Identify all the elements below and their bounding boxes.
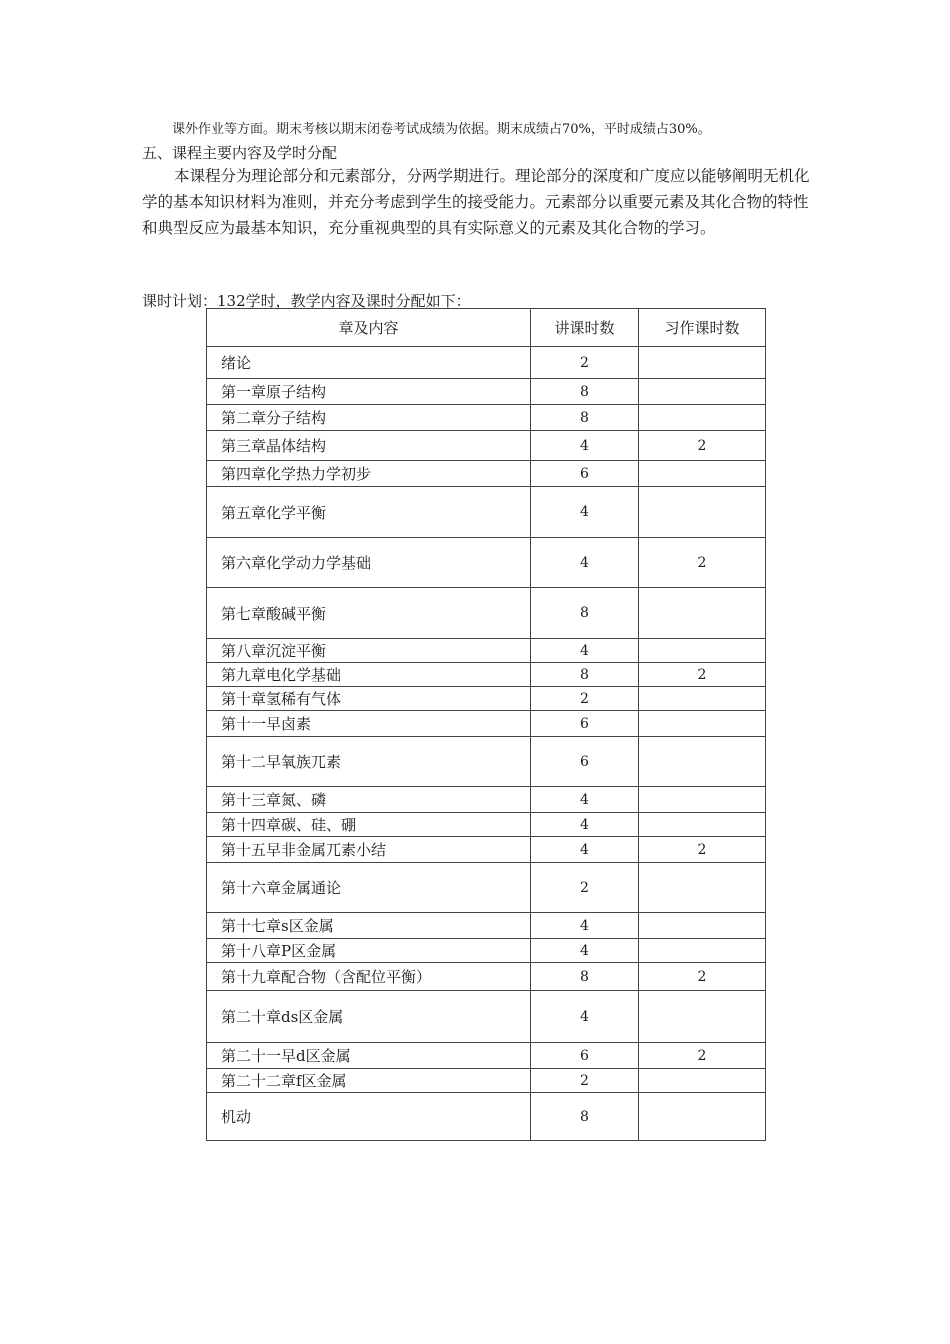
exercise-hours-cell: 2 xyxy=(639,538,766,588)
chapter-cell: 第三章晶体结构 xyxy=(207,431,531,461)
section-heading: 五、课程主要内容及学时分配 xyxy=(142,144,338,162)
table-row xyxy=(207,963,766,991)
exercise-hours-cell xyxy=(639,405,766,431)
chapter-cell: 第十八章P区金属 xyxy=(207,939,531,963)
table-row xyxy=(207,347,766,379)
table-row xyxy=(207,939,766,963)
lecture-hours-cell: 4 xyxy=(531,813,639,837)
lecture-hours-cell: 4 xyxy=(531,431,639,461)
exercise-hours-cell: 2 xyxy=(639,1043,766,1069)
table-row xyxy=(207,588,766,639)
lecture-hours-cell: 8 xyxy=(531,663,639,687)
chapter-cell: 第十二早氧族兀素 xyxy=(207,737,531,787)
lecture-hours-cell: 2 xyxy=(531,347,639,379)
table-row xyxy=(207,711,766,737)
chapter-cell: 第十九章配合物（含配位平衡） xyxy=(207,963,531,991)
table-row xyxy=(207,639,766,663)
table-row xyxy=(207,379,766,405)
lecture-hours-cell: 4 xyxy=(531,487,639,538)
lecture-hours-cell: 8 xyxy=(531,379,639,405)
chapter-cell: 第十三章氮、磷 xyxy=(207,787,531,813)
chapter-cell: 第七章酸碱平衡 xyxy=(207,588,531,639)
table-row xyxy=(207,1043,766,1069)
chapter-cell: 第一章原子结构 xyxy=(207,379,531,405)
lecture-hours-cell: 4 xyxy=(531,991,639,1043)
table-row xyxy=(207,663,766,687)
exercise-hours-cell xyxy=(639,913,766,939)
lecture-hours-cell: 2 xyxy=(531,863,639,913)
intro-paragraph xyxy=(142,163,812,241)
chapter-cell: 第十四章碳、硅、硼 xyxy=(207,813,531,837)
chapter-cell: 第四章化学热力学初步 xyxy=(207,461,531,487)
table-row xyxy=(207,1093,766,1141)
exercise-hours-cell xyxy=(639,711,766,737)
chapter-cell: 绪论 xyxy=(207,347,531,379)
schedule-table xyxy=(206,308,766,1141)
exercise-hours-cell xyxy=(639,487,766,538)
exercise-hours-cell xyxy=(639,347,766,379)
header-chapter: 章及内容 xyxy=(207,309,531,347)
lecture-hours-cell: 6 xyxy=(531,711,639,737)
chapter-cell: 第十六章金属通论 xyxy=(207,863,531,913)
chapter-cell: 第九章电化学基础 xyxy=(207,663,531,687)
header-exercise-hours: 习作课时数 xyxy=(639,309,766,347)
schedule-intro-line: 课时计划：132学时，教学内容及课时分配如下： xyxy=(142,292,471,310)
exercise-hours-cell xyxy=(639,813,766,837)
table-row xyxy=(207,538,766,588)
lecture-hours-cell: 4 xyxy=(531,913,639,939)
chapter-cell: 第二十二章f区金属 xyxy=(207,1069,531,1093)
chapter-cell: 第五章化学平衡 xyxy=(207,487,531,538)
lecture-hours-cell: 2 xyxy=(531,1069,639,1093)
lecture-hours-cell: 6 xyxy=(531,461,639,487)
lecture-hours-cell: 6 xyxy=(531,737,639,787)
exercise-hours-cell: 2 xyxy=(639,837,766,863)
table-row xyxy=(207,487,766,538)
table-row xyxy=(207,913,766,939)
table-body xyxy=(207,347,766,1141)
chapter-cell: 第十章氢稀有气体 xyxy=(207,687,531,711)
lecture-hours-cell: 8 xyxy=(531,963,639,991)
table-row xyxy=(207,863,766,913)
table-row xyxy=(207,687,766,711)
table-row xyxy=(207,837,766,863)
exercise-hours-cell xyxy=(639,939,766,963)
chapter-cell: 第十五早非金属兀素小结 xyxy=(207,837,531,863)
chapter-cell: 第二章分子结构 xyxy=(207,405,531,431)
exercise-hours-cell xyxy=(639,461,766,487)
intro-paragraph-text: 本课程分为理论部分和元素部分，分两学期进行。理论部分的深度和广度应以能够阐明无机化学的基本知识材料为准则，并充分考虑到学生的接受能力。元素部分以重要元素及其化合物的特性和典型反应为最基本知识，充分重视典型的具有实际意义的元素及其化合物的学习。 xyxy=(142,167,810,237)
exercise-hours-cell xyxy=(639,588,766,639)
exercise-hours-cell xyxy=(639,1093,766,1141)
table-row xyxy=(207,737,766,787)
exercise-hours-cell xyxy=(639,1069,766,1093)
table-row xyxy=(207,787,766,813)
lecture-hours-cell: 4 xyxy=(531,939,639,963)
lecture-hours-cell: 4 xyxy=(531,787,639,813)
exercise-hours-cell: 2 xyxy=(639,963,766,991)
chapter-cell: 第十一早卤素 xyxy=(207,711,531,737)
lecture-hours-cell: 6 xyxy=(531,1043,639,1069)
chapter-cell: 第十七章s区金属 xyxy=(207,913,531,939)
chapter-cell: 第八章沉淀平衡 xyxy=(207,639,531,663)
table-row xyxy=(207,405,766,431)
lecture-hours-cell: 8 xyxy=(531,1093,639,1141)
chapter-cell: 机动 xyxy=(207,1093,531,1141)
table-row xyxy=(207,461,766,487)
exercise-hours-cell xyxy=(639,639,766,663)
table-row xyxy=(207,431,766,461)
table-header-row xyxy=(207,309,766,347)
exercise-hours-cell xyxy=(639,863,766,913)
exercise-hours-cell xyxy=(639,991,766,1043)
lecture-hours-cell: 4 xyxy=(531,538,639,588)
exercise-hours-cell xyxy=(639,379,766,405)
table-row xyxy=(207,991,766,1043)
chapter-cell: 第六章化学动力学基础 xyxy=(207,538,531,588)
exercise-hours-cell: 2 xyxy=(639,431,766,461)
lecture-hours-cell: 4 xyxy=(531,639,639,663)
table-row xyxy=(207,813,766,837)
lecture-hours-cell: 2 xyxy=(531,687,639,711)
header-lecture-hours: 讲课时数 xyxy=(531,309,639,347)
assessment-line: 课外作业等方面。期末考核以期末闭卷考试成绩为依据。期末成绩占70%，平时成绩占30%。 xyxy=(172,122,711,137)
lecture-hours-cell: 8 xyxy=(531,588,639,639)
chapter-cell: 第二十章ds区金属 xyxy=(207,991,531,1043)
exercise-hours-cell xyxy=(639,687,766,711)
table-row xyxy=(207,1069,766,1093)
exercise-hours-cell: 2 xyxy=(639,663,766,687)
exercise-hours-cell xyxy=(639,787,766,813)
lecture-hours-cell: 8 xyxy=(531,405,639,431)
chapter-cell: 第二十一早d区金属 xyxy=(207,1043,531,1069)
exercise-hours-cell xyxy=(639,737,766,787)
lecture-hours-cell: 4 xyxy=(531,837,639,863)
